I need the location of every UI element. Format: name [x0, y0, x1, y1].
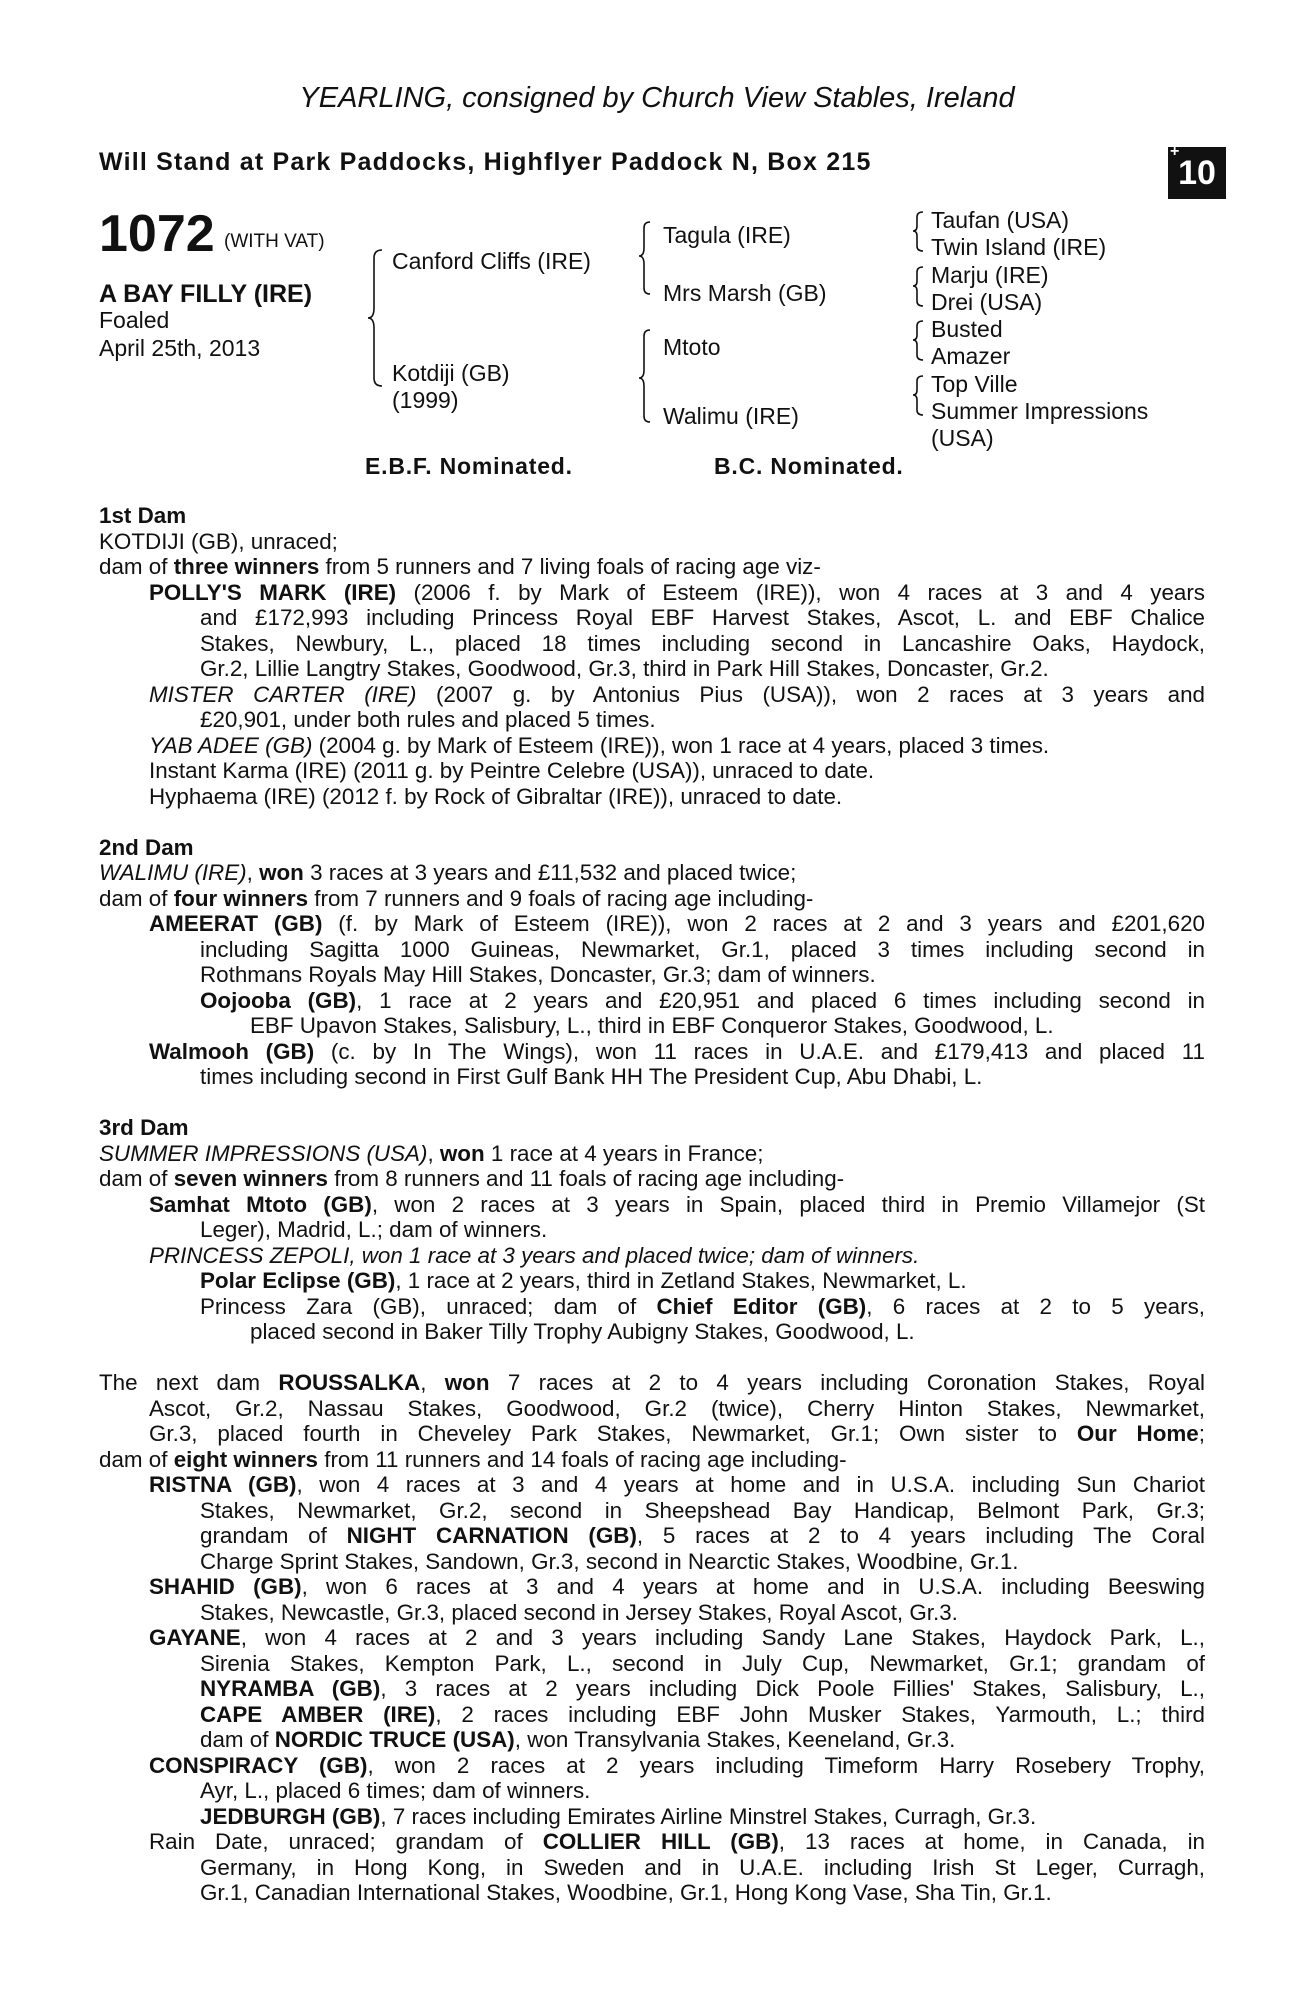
progeny-entry-cont: Stakes, Newcastle, Gr.3, placed second in Jersey Stakes, Royal Ascot, Gr.3. — [200, 1599, 958, 1625]
ancestor-1: Taufan (USA) — [931, 207, 1070, 233]
progeny-entry: YAB ADEE (GB) (2004 g. by Mark of Esteem (IRE)), won 1 race at 4 years, placed 3 times. — [149, 732, 1050, 758]
progeny-entry-cont: dam of NORDIC TRUCE (USA), won Transylvania Stakes, Keeneland, Gr.3. — [200, 1727, 956, 1752]
progeny-entry-cont: Rothmans Royals May Hill Stakes, Doncaster, Gr.3; dam of winners. — [200, 962, 876, 987]
progeny-entry-cont: Stakes, Newmarket, Gr.2, second in Sheepshead Bay Handicap, Belmont Park, Gr.3; — [200, 1497, 1205, 1523]
ancestor-7: Top Ville — [931, 371, 1018, 397]
progeny-entry: POLLY'S MARK (IRE) (2006 f. by Mark of Esteem (IRE)), won 4 races at 3 and 4 years — [149, 579, 1206, 605]
sire-dam: Mrs Marsh (GB) — [663, 280, 827, 306]
next-dam-summary: dam of eight winners from 11 runners and 14 foals of racing age including- — [99, 1446, 847, 1472]
dam-dam: Walimu (IRE) — [663, 403, 799, 429]
second-dam-summary: dam of four winners from 7 runners and 9 foals of racing age including- — [99, 885, 814, 911]
progeny-entry-cont: including Sagitta 1000 Guineas, Newmarket, Gr.1, placed 3 times including second in — [200, 936, 1205, 962]
stand-location: Will Stand at Park Paddocks, Highflyer Paddock N, Box 215 — [99, 148, 872, 176]
progeny-entry-cont: Gr.2, Lillie Langtry Stakes, Goodwood, Gr.3, third in Park Hill Stakes, Doncaster, Gr.2. — [200, 656, 1049, 681]
progeny-entry-cont: times including second in First Gulf Bank HH The President Cup, Abu Dhabi, L. — [200, 1064, 983, 1089]
ebf-nomination: E.B.F. Nominated. — [365, 453, 573, 479]
ancestor-3: Marju (IRE) — [931, 262, 1049, 288]
progeny-entry-cont: £20,901, under both rules and placed 5 times. — [200, 707, 656, 732]
ancestor-5: Busted — [931, 316, 1003, 342]
next-dam-cont: Gr.3, placed fourth in Cheveley Park Stakes, Newmarket, Gr.1; Own sister to Our Home; — [149, 1421, 1205, 1446]
sire: Canford Cliffs (IRE) — [392, 248, 591, 274]
progeny-entry: GAYANE, won 4 races at 2 and 3 years including Sandy Lane Stakes, Haydock Park, L., — [149, 1625, 1205, 1650]
ancestor-8-country: (USA) — [931, 425, 994, 451]
progeny-entry: Hyphaema (IRE) (2012 f. by Rock of Gibraltar (IRE)), unraced to date. — [149, 783, 843, 809]
first-dam-line: KOTDIJI (GB), unraced; — [99, 528, 338, 554]
grand-progeny-entry: Oojooba (GB), 1 race at 2 years and £20,951 and placed 6 times including second in — [200, 987, 1205, 1013]
progeny-entry: SHAHID (GB), won 6 races at 3 and 4 years at home and in U.S.A. including Beeswing — [149, 1574, 1205, 1599]
first-dam-heading: 1st Dam — [99, 503, 187, 528]
second-dam-line: WALIMU (IRE), won 3 races at 3 years and £11,532 and placed twice; — [99, 860, 797, 885]
consignment-line: YEARLING, consigned by Church View Stables, Ireland — [299, 82, 1015, 114]
grand-progeny-cont: placed second in Baker Tilly Trophy Aubigny Stakes, Goodwood, L. — [250, 1319, 915, 1344]
foaled-date: April 25th, 2013 — [99, 335, 261, 361]
progeny-entry: Instant Karma (IRE) (2011 g. by Peintre Celebre (USA)), unraced to date. — [149, 758, 875, 783]
progeny-entry: Walmooh (GB) (c. by In The Wings), won 11 races in U.A.E. and £179,413 and placed 11 — [149, 1038, 1205, 1064]
next-dam-cont: Ascot, Gr.2, Nassau Stakes, Goodwood, Gr.2 (twice), Cherry Hinton Stakes, Newmarket, — [149, 1395, 1205, 1421]
progeny-entry: Rain Date, unraced; grandam of COLLIER HILL (GB), 13 races at home, in Canada, in — [149, 1829, 1206, 1854]
progeny-entry-cont: grandam of NIGHT CARNATION (GB), 5 races at 2 to 4 years including The Coral — [200, 1523, 1205, 1548]
progeny-entry-cont: Germany, in Hong Kong, in Sweden and in U.A.E. including Irish St Leger, Curragh, — [200, 1854, 1205, 1880]
progeny-entry: MISTER CARTER (IRE) (2007 g. by Antonius Pius (USA)), won 2 races at 3 years and — [149, 681, 1206, 707]
progeny-entry-cont: CAPE AMBER (IRE), 2 races including EBF John Musker Stakes, Yarmouth, L.; third — [200, 1701, 1206, 1727]
ancestor-2: Twin Island (IRE) — [931, 234, 1107, 260]
second-dam-heading: 2nd Dam — [99, 834, 194, 860]
progeny-entry: Samhat Mtoto (GB), won 2 races at 3 years in Spain, placed third in Premio Villamejor (St — [149, 1191, 1205, 1217]
progeny-entry-cont: Stakes, Newbury, L., placed 18 times including second in Lancashire Oaks, Haydock, — [200, 630, 1205, 656]
ancestor-4: Drei (USA) — [931, 289, 1043, 315]
progeny-entry-cont: Leger), Madrid, L.; dam of winners. — [200, 1217, 548, 1242]
third-dam-line: SUMMER IMPRESSIONS (USA), won 1 race at 4 years in France; — [99, 1140, 764, 1166]
ancestor-6: Amazer — [931, 343, 1011, 369]
grand-progeny-entry: Princess Zara (GB), unraced; dam of Chief Editor (GB), 6 races at 2 to 5 years, — [200, 1293, 1205, 1319]
dam-year: (1999) — [392, 387, 459, 413]
lot-badge: 10 — [1168, 147, 1226, 199]
progeny-entry: AMEERAT (GB) (f. by Mark of Esteem (IRE)), won 2 races at 2 and 3 years and £201,620 — [149, 911, 1205, 936]
third-dam-summary: dam of seven winners from 8 runners and 11 foals of racing age including- — [99, 1166, 845, 1191]
progeny-entry-cont: Gr.1, Canadian International Stakes, Woodbine, Gr.1, Hong Kong Vase, Sha Tin, Gr.1. — [200, 1880, 1052, 1905]
catalogue-body — [99, 503, 1205, 1906]
progeny-entry-cont: NYRAMBA (GB), 3 races at 2 years including Dick Poole Fillies' Stakes, Salisbury, L., — [200, 1676, 1205, 1701]
progeny-entry-cont: Ayr, L., placed 6 times; dam of winners. — [200, 1778, 591, 1803]
next-dam-line: The next dam ROUSSALKA, won 7 races at 2 to 4 years including Coronation Stakes, Royal — [99, 1370, 1205, 1395]
progeny-entry-cont: Charge Sprint Stakes, Sandown, Gr.3, second in Nearctic Stakes, Woodbine, Gr.1. — [200, 1548, 1019, 1574]
sire-sire: Tagula (IRE) — [663, 222, 791, 248]
grand-progeny-entry: JEDBURGH (GB), 7 races including Emirates Airline Minstrel Stakes, Curragh, Gr.3. — [200, 1803, 1037, 1829]
first-dam-summary: dam of three winners from 5 runners and 7 living foals of racing age viz- — [99, 554, 821, 579]
progeny-entry-cont: Sirenia Stakes, Kempton Park, L., second in July Cup, Newmarket, Gr.1; grandam of — [200, 1650, 1205, 1676]
grand-progeny-cont: EBF Upavon Stakes, Salisbury, L., third in EBF Conqueror Stakes, Goodwood, L. — [250, 1013, 1054, 1038]
foaled-label: Foaled — [99, 307, 170, 333]
third-dam-heading: 3rd Dam — [99, 1115, 189, 1140]
progeny-entry: RISTNA (GB), won 4 races at 3 and 4 years at home and in U.S.A. including Sun Chariot — [149, 1472, 1205, 1497]
progeny-entry: PRINCESS ZEPOLI, won 1 race at 3 years and placed twice; dam of winners. — [149, 1242, 920, 1268]
bc-nomination: B.C. Nominated. — [714, 453, 904, 479]
grand-progeny-entry: Polar Eclipse (GB), 1 race at 2 years, third in Zetland Stakes, Newmarket, L. — [200, 1268, 967, 1293]
horse-name: A BAY FILLY (IRE) — [99, 280, 313, 308]
ancestor-8: Summer Impressions — [931, 398, 1149, 424]
dam: Kotdiji (GB) — [392, 360, 510, 386]
progeny-entry: CONSPIRACY (GB), won 2 races at 2 years including Timeform Harry Rosebery Trophy, — [149, 1752, 1205, 1778]
lot-number: 1072 — [99, 205, 215, 263]
plus-icon: + — [1170, 143, 1180, 160]
vat-note: (WITH VAT) — [224, 231, 325, 252]
dam-sire: Mtoto — [663, 334, 721, 360]
progeny-entry-cont: and £172,993 including Princess Royal EBF Harvest Stakes, Ascot, L. and EBF Chalice — [200, 605, 1205, 630]
